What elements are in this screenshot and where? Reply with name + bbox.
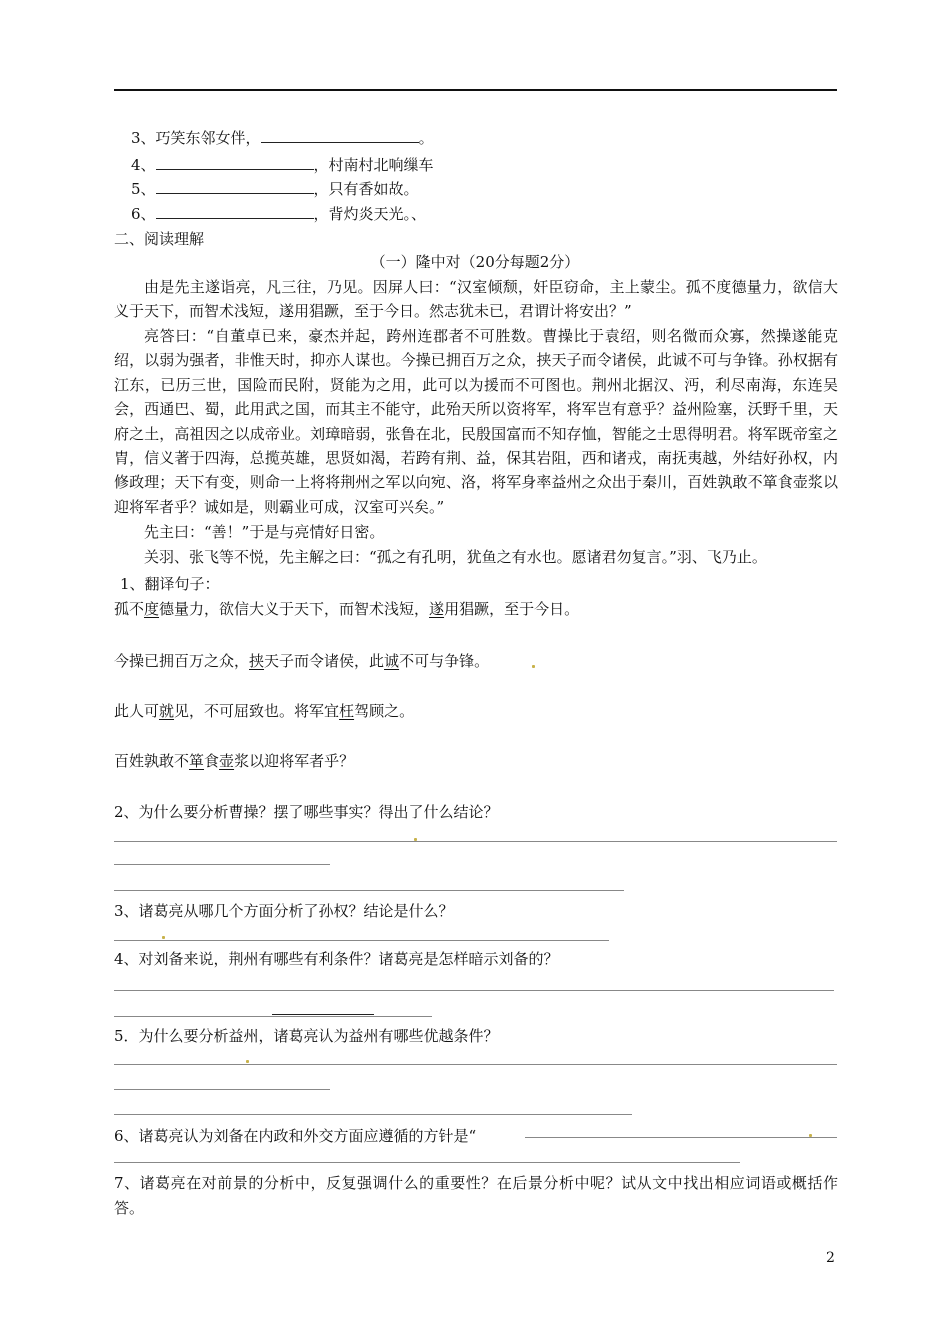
passage-paragraph-2: 亮答曰：“自董卓已来，豪杰并起，跨州连郡者不可胜数。曹操比于袁绍，则名微而众寡，然操遂能克绍，以弱为强者，非惟天时，抑亦人谋也。今操已拥百万之众，挟天子而令诸侯，此诚不可与争锋。孙权据有江东，已历三世，国险而民附，贤能为之用，此可以为援而不可图也。荆州北据汉、沔，利尽南海，东连吴会，西通巴、蜀，此用武之国，而其主不能守，此殆天所以资将军，将军岂有意乎？益州险塞，沃野千里，天府之土，高祖因之以成帝业。刘璋暗弱，张鲁在北，民殷国富而不知存恤，智能之士思得明君。将军既帝室之胄，信义著于四海，总揽英雄，思贤如渴，若跨有荆、益，保其岩阻，西和诸戎，南抚夷越，外结好孙权，内修政理；天下有变，则命一上将将荆州之军以向宛、洛，将军身率益州之众出于秦川，百姓孰敢不箪食壶浆以迎将军者乎？诚如是，则霸业可成，汉室可兴矣。” (114, 327, 838, 516)
reading-title: （一）隆中对（20分每题2分） (370, 253, 580, 271)
question-2: 2、为什么要分析曹操？摆了哪些事实？得出了什么结论？ (114, 803, 499, 821)
translate-sentence-1: 孤不度德量力，欲信大义于天下，而智术浅短，遂用猖蹶，至于今日。 (114, 600, 580, 618)
speck (162, 936, 165, 939)
answer-blank[interactable] (156, 179, 314, 194)
answer-line[interactable] (114, 1114, 632, 1115)
header-rule (114, 89, 837, 91)
answer-blank[interactable] (261, 128, 419, 143)
passage-paragraph-1: 由是先主遂诣亮，凡三往，乃见。因屏人曰：“汉室倾颓，奸臣窃命，主上蒙尘。孤不度德量力，欲信大义于天下，而智术浅短，遂用猖蹶，至于今日。然志犹未已，君谓计将安出？” (114, 278, 838, 321)
question-4: 4、对刘备来说，荆州有哪些有利条件？诸葛亮是怎样暗示刘备的？ (114, 950, 559, 968)
translate-sentence-4: 百姓孰敢不箪食壶浆以迎将军者乎？ (114, 752, 355, 770)
fill-item-5: 5、 ，只有香如故。 (131, 180, 419, 198)
fill-item-3: 3、巧笑东邻女伴， 。 (131, 129, 434, 147)
answer-line[interactable] (114, 990, 834, 991)
speck (809, 1134, 812, 1137)
answer-line[interactable] (114, 940, 609, 941)
translate-sentence-2: 今操已拥百万之众，挟天子而令诸侯，此诚不可与争锋。 (114, 652, 490, 670)
answer-blank[interactable] (156, 204, 314, 219)
speck (414, 838, 417, 841)
speck (246, 1060, 249, 1063)
page-number: 2 (826, 1250, 835, 1266)
question-5: 5．为什么要分析益州，诸葛亮认为益州有哪些优越条件？ (114, 1027, 499, 1045)
question-1-label: 1、翻译句子： (120, 575, 220, 593)
question-7: 7、诸葛亮在对前景的分析中，反复强调什么的重要性？在后景分析中呢？试从文中找出相应词语或概括作答。 (114, 1174, 838, 1217)
answer-line[interactable] (114, 890, 624, 891)
passage-paragraph-4: 关羽、张飞等不悦，先主解之曰：“孤之有孔明，犹鱼之有水也。愿诸君勿复言。”羽、飞乃止。 (144, 548, 767, 566)
speck (532, 665, 535, 668)
answer-line[interactable] (114, 841, 837, 842)
translate-sentence-3: 此人可就见，不可屈致也。将军宜枉驾顾之。 (114, 702, 415, 720)
fill-item-6: 6、 ，背灼炎天光。、 (131, 205, 427, 223)
answer-line[interactable] (114, 1064, 837, 1065)
answer-line[interactable] (114, 1089, 330, 1090)
question-3: 3、诸葛亮从哪几个方面分析了孙权？结论是什么？ (114, 902, 454, 920)
question-6: 6、诸葛亮认为刘备在内政和外交方面应遵循的方针是“ (114, 1127, 477, 1145)
answer-line[interactable] (525, 1137, 837, 1138)
answer-line[interactable] (114, 1016, 432, 1017)
answer-line[interactable] (114, 864, 330, 865)
answer-line[interactable] (114, 1162, 740, 1163)
section-heading: 二、阅读理解 (114, 230, 205, 248)
passage-paragraph-3: 先主曰：“善！”于是与亮情好日密。 (144, 523, 385, 541)
answer-blank[interactable] (156, 155, 314, 170)
answer-line[interactable] (272, 1014, 374, 1015)
fill-item-4: 4、 ，村南村北响缫车 (131, 156, 434, 174)
